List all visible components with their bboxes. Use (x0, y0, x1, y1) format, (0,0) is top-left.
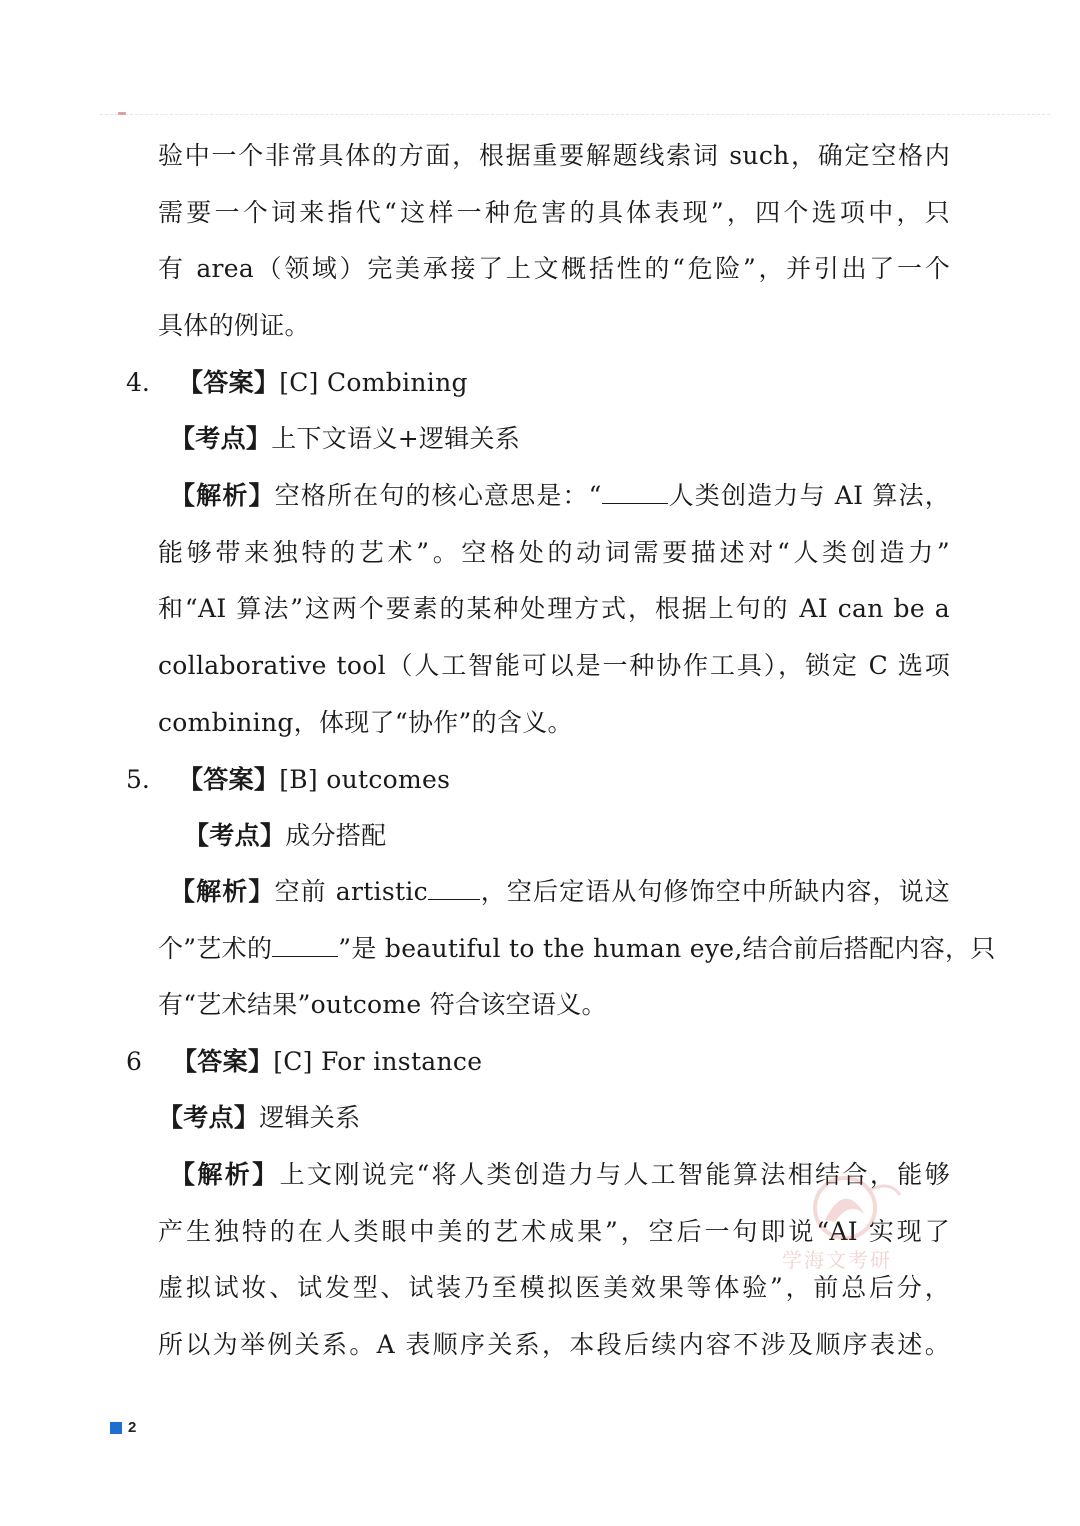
question-number: 6 (126, 1047, 142, 1076)
point-tag: 【考点】 (184, 821, 286, 850)
question-number: 5. (126, 765, 150, 794)
paragraph-line: 有 area（领域）完美承接了上文概括性的“危险”，并引出了一个 (158, 254, 950, 283)
analysis-line: 和“AI 算法”这两个要素的某种处理方式，根据上句的 AI can be a (158, 594, 950, 623)
watermark-text: 学海文考研 (782, 1248, 892, 1272)
analysis-line (170, 874, 950, 910)
answer-value: [C] For instance (273, 1047, 483, 1076)
answer-value: [C] Combining (279, 368, 468, 397)
answer-line (178, 365, 468, 401)
paragraph-line: 验中一个非常具体的方面，根据重要解题线索词 such，确定空格内 (158, 141, 950, 170)
header-rule (100, 114, 1050, 115)
analysis-line: 能够带来独特的艺术”。空格处的动词需要描述对“人类创造力” (158, 538, 950, 567)
page-marker-icon (110, 1422, 122, 1434)
analysis-line (158, 931, 996, 967)
analysis-tag: 【解析】 (170, 1160, 280, 1189)
point-line (170, 421, 520, 457)
analysis-text: ”是 beautiful to the human eye,结合前后搭配内容，只 (338, 934, 996, 963)
analysis-line: combining，体现了“协作”的含义。 (158, 708, 573, 737)
answer-value: [B] outcomes (279, 765, 451, 794)
analysis-tag: 【解析】 (170, 877, 275, 906)
point-value: 上下文语义+逻辑关系 (271, 424, 521, 453)
answer-tag: 【答案】 (178, 368, 280, 397)
point-tag: 【考点】 (170, 424, 272, 453)
page-number: 2 (128, 1419, 137, 1436)
analysis-line: 有“艺术结果”outcome 符合该空语义。 (158, 990, 607, 1019)
answer-tag: 【答案】 (178, 765, 280, 794)
analysis-text: 个”艺术的 (158, 934, 273, 963)
point-value: 成分搭配 (285, 821, 387, 850)
answer-blank (272, 934, 338, 957)
analysis-line: 所以为举例关系。A 表顺序关系，本段后续内容不涉及顺序表述。 (158, 1330, 950, 1359)
answer-line (178, 762, 450, 798)
analysis-line: 产生独特的在人类眼中美的艺术成果”，空后一句即说“AI 实现了 (158, 1217, 950, 1246)
answer-tag: 【答案】 (172, 1047, 274, 1076)
analysis-text: 上文刚说完“将人类创造力与人工智能算法相结合，能够 (279, 1160, 950, 1189)
paragraph-line: 具体的例证。 (158, 311, 310, 340)
question-number: 4. (126, 368, 150, 397)
analysis-text: 人类创造力与 AI 算法， (667, 481, 950, 510)
point-tag: 【考点】 (158, 1103, 260, 1132)
analysis-text: 空格所在句的核心意思是：“ (274, 481, 602, 510)
answer-blank (428, 877, 480, 900)
analysis-text: 空前 artistic (274, 877, 428, 906)
analysis-tag: 【解析】 (170, 481, 275, 510)
point-line (158, 1100, 360, 1136)
analysis-text: ，空后定语从句修饰空中所缺内容，说这 (479, 877, 950, 906)
point-value: 逻辑关系 (259, 1103, 361, 1132)
header-mark (118, 112, 126, 115)
paragraph-line: 需要一个词来指代“这样一种危害的具体表现”，四个选项中，只 (158, 198, 950, 227)
answer-blank (602, 481, 668, 504)
analysis-line: collaborative tool（人工智能可以是一种协作工具），锁定 C 选项 (158, 651, 950, 680)
analysis-line: 虚拟试妆、试发型、试装乃至模拟医美效果等体验”，前总后分， (158, 1273, 950, 1302)
answer-line (172, 1044, 482, 1080)
analysis-line (170, 478, 950, 514)
point-line (184, 818, 386, 854)
